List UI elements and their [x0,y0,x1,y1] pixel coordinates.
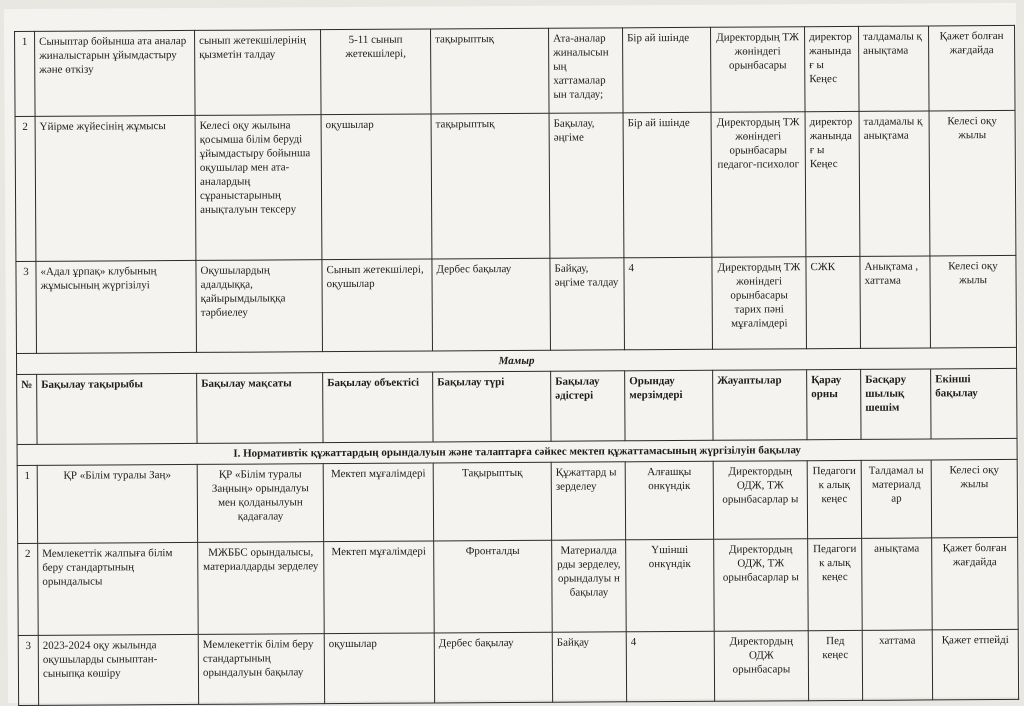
cell-review: Педагогик алық кеңес [807,460,861,538]
cell-goal: МЖББС орындалысы, материалдарды зерделеу [198,542,325,635]
cell-methods: Құжаттард ы зерделеу [551,462,625,540]
cell-review: Педагогик алық кеңес [808,538,863,630]
cell-responsible: Директордың ОДЖ, ТЖ орынбасарлар ы [714,539,809,632]
cell-methods: Материалда рды зерделеу, орындалуы н бақылау [552,540,627,632]
document-page [4,3,1020,703]
header-responsible: Жауаптылар [713,370,807,441]
cell-review: директор жанындағ ы Кеңес [805,111,860,256]
cell-decision: анықтама [862,538,933,630]
row-number: 3 [18,635,38,705]
cell-deadline: 4 [624,257,713,350]
cell-deadline: Бір ай ішінде [623,27,712,113]
cell-responsible: Директордың ОДЖ орынбасары [714,631,808,702]
cell-goal: Келесі оқу жылына қосымша білім беруді ұйымдастыру бойынша оқушылар мен ата-аналардың сұраныстарының анықталуын тексеру [195,115,322,261]
table-row [16,255,1017,353]
cell-objects: 5-11 сынып жетекшілері, [321,29,432,115]
cell-responsible: Директордың ТЖ жөніндегі орынбасары педагог-психолог [711,112,806,258]
row-number: 2 [15,116,36,261]
cell-type: тақырыптық [431,28,550,114]
cell-second-control: Келесі оқу жылы [930,255,1017,348]
cell-goal: Мемлекеттік білім беру стандартының орындалуын бақылау [198,634,324,705]
cell-topic: ҚР «Білім туралы Заң» [37,464,197,543]
cell-review: СЖК [806,256,861,348]
cell-second-control: Қажет болған жағдайда [932,537,1019,630]
control-plan-table [14,25,1019,706]
cell-objects: оқушылар [321,114,432,260]
cell-deadline: 4 [626,631,714,702]
header-objects: Бақылау объектісі [323,372,433,443]
cell-objects: Мектеп мұғалімдері [323,463,433,542]
table-row [18,537,1019,635]
cell-topic: Мемлекеттік жалпыға білім беру стандартының орындалысы [38,542,199,635]
month-title: Мамыр [16,347,1016,374]
cell-second-control: Қажет болған жағдайда [929,25,1016,111]
cell-decision: Анықтама , хаттама [860,256,931,348]
cell-deadline: Алғашқы онкүндік [625,461,713,540]
header-type: Бақылау түрі [433,371,551,442]
cell-decision: Талдамал ы материалд ар [861,460,931,538]
header-methods: Бақылау әдістері [551,371,625,441]
header-review: Қарау орны [807,369,861,439]
table-row [15,25,1016,116]
cell-responsible: Директордың ТЖ жөніндегі орынбасары тарих пәні мұғалімдері [712,257,807,350]
header-decision: Басқару шылық шешім [861,369,931,439]
cell-methods: Байқау [552,632,626,702]
cell-review: Пед кеңес [808,630,862,700]
cell-second-control: Келесі оқу жылы [929,110,1016,256]
table-row [17,459,1017,543]
cell-topic: 2023-2024 оқу жылында оқушыларды сыныптан-сыныпқа көшіру [38,634,198,705]
cell-second-control: Келесі оқу жылы [931,459,1017,538]
cell-deadline: Үшінші онкүндік [626,539,715,632]
cell-type: Тақырыптық [433,462,551,541]
cell-goal: сынып жетекшілерінің қызметін талдау [195,30,322,116]
cell-objects: Сынып жетекшілері, оқушылар [322,259,433,352]
row-number: 2 [18,543,39,635]
header-num: № [17,374,37,444]
header-row [17,368,1017,444]
cell-type: тақырыптық [431,113,550,259]
cell-methods: Бақылау, әңгіме [549,113,624,258]
cell-responsible: Директордың ОДЖ, ТЖ орынбасарлар ы [713,461,807,540]
header-topic: Бақылау тақырыбы [37,373,197,444]
cell-decision: хаттама [862,630,932,700]
cell-responsible: Директордың ТЖ жөніндегі орынбасары [711,27,806,113]
table-row [18,629,1018,705]
table-row [15,110,1016,261]
cell-type: Дербес бақылау [434,632,552,703]
header-deadline: Орындау мерзімдері [625,370,713,441]
cell-review: директор жанындағ ы Кеңес [805,26,860,111]
section-title: І. Нормативтік құжаттардың орындалуын және талаптарға сәйкес мектеп құжаттамасының жүргізілуін бақылау [17,438,1017,465]
cell-decision: талдамалы қ анықтама [859,111,930,256]
cell-topic: Сыныптар бойынша ата аналар жиналыстарын ұйымдастыру және өткізу [35,30,196,116]
cell-type: Фронталды [434,540,553,633]
cell-decision: талдамалы қ анықтама [859,26,930,111]
cell-type: Дербес бақылау [432,258,551,351]
header-goal: Бақылау мақсаты [197,373,323,444]
cell-topic: «Адал ұрпақ» клубының жұмысының жүргізілуі [36,260,197,353]
cell-second-control: Қажет етпейді [932,629,1018,700]
cell-topic: Үйірме жүйесінің жұмысы [35,115,196,261]
header-second-control: Екінші бақылау [931,368,1017,439]
cell-deadline: Бір ай ішінде [623,112,712,258]
cell-objects: Мектеп мұғалімдері [324,541,435,634]
cell-methods: Байқау, әңгіме талдау [550,258,625,350]
cell-goal: Оқушылардың адалдыққа, қайырымдылыққа тәрбиелеу [196,260,323,353]
row-number: 3 [16,261,37,353]
row-number: 1 [15,31,36,116]
cell-objects: оқушылар [324,633,434,704]
row-number: 1 [17,465,37,543]
cell-methods: Ата-аналар жиналысын ың хаттамалар ын талдау; [549,28,624,113]
cell-goal: ҚР «Білім туралы Заңның» орындалуы мен қолданылуын қадағалау [197,464,323,543]
